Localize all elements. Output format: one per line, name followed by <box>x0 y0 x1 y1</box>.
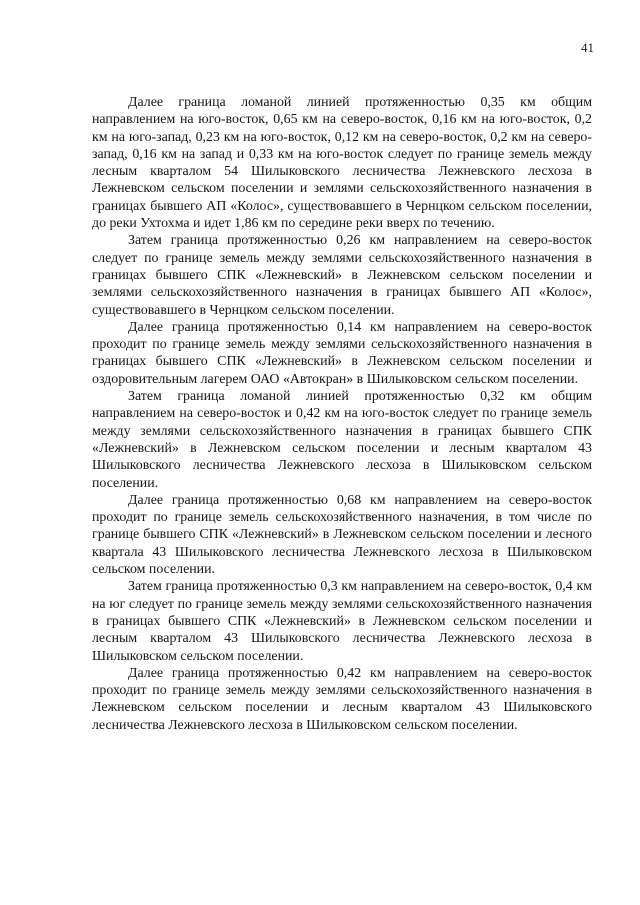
paragraph-6: Затем граница протяженностью 0,3 км направлением на северо-восток, 0,4 км на юг следует по границе земель между землями сельскохозяйственного назначения в границах бывшего СПК «Лежневский» в Лежневском сельском поселении и лесным кварталом 43 Шилыковского лесничества Лежневского лесхоза в Шилыковском сельском поселении. <box>92 579 592 664</box>
paragraph-1: Далее граница ломаной линией протяженностью 0,35 км общим направлением на юго-восток, 0,65 км на северо-восток, 0,16 км на юго-восток, 0,2 км на юго-запад, 0,23 км на юго-восток, 0,12 км на северо-восток, 0,2 км на северо-запад, 0,16 км на запад и 0,33 км на юго-восток следует по границе земель между лесным кварталом 54 Шилыковского лесничества Лежневского лесхоза в Лежневском сельском поселении и землями сельскохозяйственного назначения в границах бывшего АП «Колос», существовавшего в Чернцком сельском поселении, до реки Ухтохма и идет 1,86 км по середине реки вверх по течению. <box>92 95 592 232</box>
paragraph-2: Затем граница протяженностью 0,26 км направлением на северо-восток следует по границе земель между землями сельскохозяйственного назначения в границах бывшего СПК «Лежневский» в Лежневском сельском поселении и землями сельскохозяйственного назначения в границах бывшего АП «Колос», существовавшего в Чернцком сельском поселении. <box>92 233 592 318</box>
paragraph-3: Далее граница протяженностью 0,14 км направлением на северо-восток проходит по границе земель между землями сельскохозяйственного назначения в границах бывшего СПК «Лежневский» в Лежневском сельском поселении и оздоровительным лагерем ОАО «Автокран» в Шилыковском сельском поселении. <box>92 319 592 387</box>
paragraph-7: Далее граница протяженностью 0,42 км направлением на северо-восток проходит по границе земель между землями сельскохозяйственного назначения в Лежневском сельском поселении и лесным кварталом 43 Шилыковского лесничества Лежневского лесхоза в Шилыковском сельском поселении. <box>92 665 592 733</box>
paragraph-5: Далее граница протяженностью 0,68 км направлением на северо-восток проходит по границе земель сельскохозяйственного назначения, в том числе по границе бывшего СПК «Лежневский» в Лежневском сельском поселении и лесного квартала 43 Шилыковского лесничества Лежневского лесхоза в Шилыковском сельском поселении. <box>92 492 592 578</box>
page-number: 41 <box>581 40 594 55</box>
document-body <box>92 94 592 734</box>
paragraph-4: Затем граница ломаной линией протяженностью 0,32 км общим направлением на северо-восток и 0,42 км на юго-восток следует по границе земель между землями сельскохозяйственного назначения в границах бывшего СПК «Лежневский» в Лежневском сельском поселении и лесным кварталом 43 Шилыковского лесничества Лежневского лесхоза в Шилыковском сельском поселении. <box>92 389 592 491</box>
